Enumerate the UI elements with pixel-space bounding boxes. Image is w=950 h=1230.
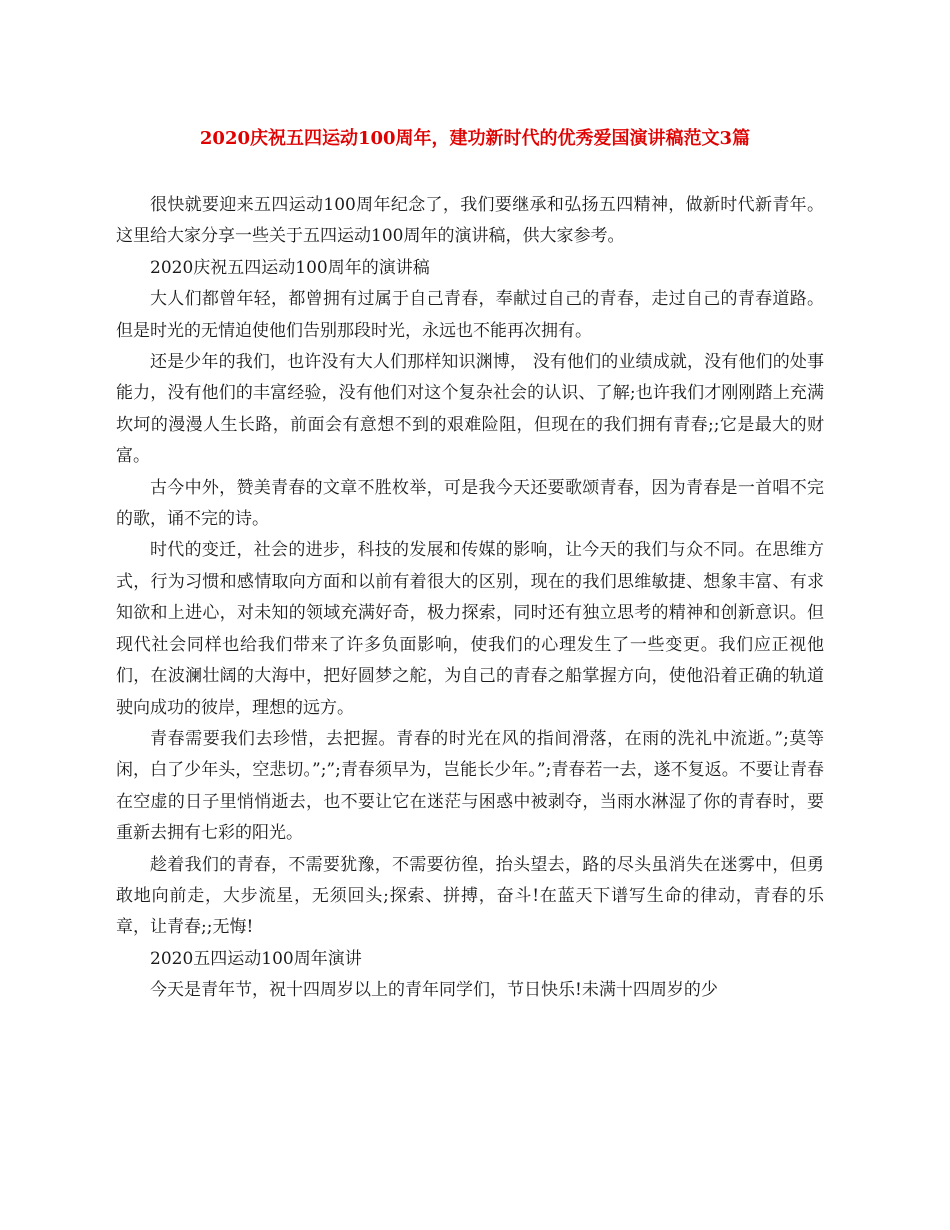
paragraph: 今天是青年节，祝十四周岁以上的青年同学们，节日快乐!未满十四周岁的少 (150, 980, 718, 1001)
paragraph: 大人们都曾年轻，都曾拥有过属于自己青春，奉献过自己的青春，走过自己的青春道路。但是时光的无情迫使他们告别那段时光，永远也不能再次拥有。 (116, 289, 824, 341)
paragraph: 时代的变迁，社会的进步，科技的发展和传媒的影响，让今天的我们与众不同。在思维方式，行为习惯和感情取向方面和以前有着很大的区别，现在的我们思维敏捷、想象丰富、有求知欲和上进心，对未知的领域充满好奇，极力探索，同时还有独立思考的精神和创新意识。但现代社会同样也给我们带来了许多负面影响，使我们的心理发生了一些变更。我们应正视他们，在波澜壮阔的大海中，把好圆梦之舵，为自己的青春之船掌握方向，使他沿着正确的轨道驶向成功的彼岸，理想的远方。 (116, 540, 824, 718)
document-body (116, 190, 824, 1007)
section-heading-1: 2020庆祝五四运动100周年的演讲稿 (150, 257, 430, 278)
paragraph-intro: 很快就要迎来五四运动100周年纪念了，我们要继承和弘扬五四精神，做新时代新青年。这里给大家分享一些关于五四运动100周年的演讲稿，供大家参考。 (116, 195, 824, 247)
paragraph: 青春需要我们去珍惜，去把握。青春的时光在风的指间滑落，在雨的洗礼中流逝。”;莫等闲，白了少年头，空悲切。”;”;青春须早为，岂能长少年。”;青春若一去，遂不复返。不要让青春在空虚的日子里悄悄逝去，也不要让它在迷茫与困惑中被剥夺，当雨水淋湿了你的青春时，要重新去拥有七彩的阳光。 (116, 728, 824, 844)
section-heading-2: 2020五四运动100周年演讲 (150, 948, 362, 969)
paragraph: 还是少年的我们，也许没有大人们那样知识渊博， 没有他们的业绩成就，没有他们的处事能力，没有他们的丰富经验，没有他们对这个复杂社会的认识、了解;也许我们才刚刚踏上充满坎坷的漫漫人生长路，前面会有意想不到的艰难险阻，但现在的我们拥有青春;;它是最大的财富。 (116, 352, 824, 467)
paragraph: 趁着我们的青春，不需要犹豫，不需要彷徨，抬头望去，路的尽头虽消失在迷雾中，但勇敢地向前走，大步流星，无须回头;探索、拼搏，奋斗!在蓝天下谱写生命的律动，青春的乐章，让青春;;无悔! (116, 854, 824, 938)
document-title: 2020庆祝五四运动100周年，建功新时代的优秀爱国演讲稿范文3篇 (199, 128, 751, 149)
paragraph: 古今中外，赞美青春的文章不胜枚举，可是我今天还要歌颂青春，因为青春是一首唱不完的歌，诵不完的诗。 (116, 477, 824, 530)
